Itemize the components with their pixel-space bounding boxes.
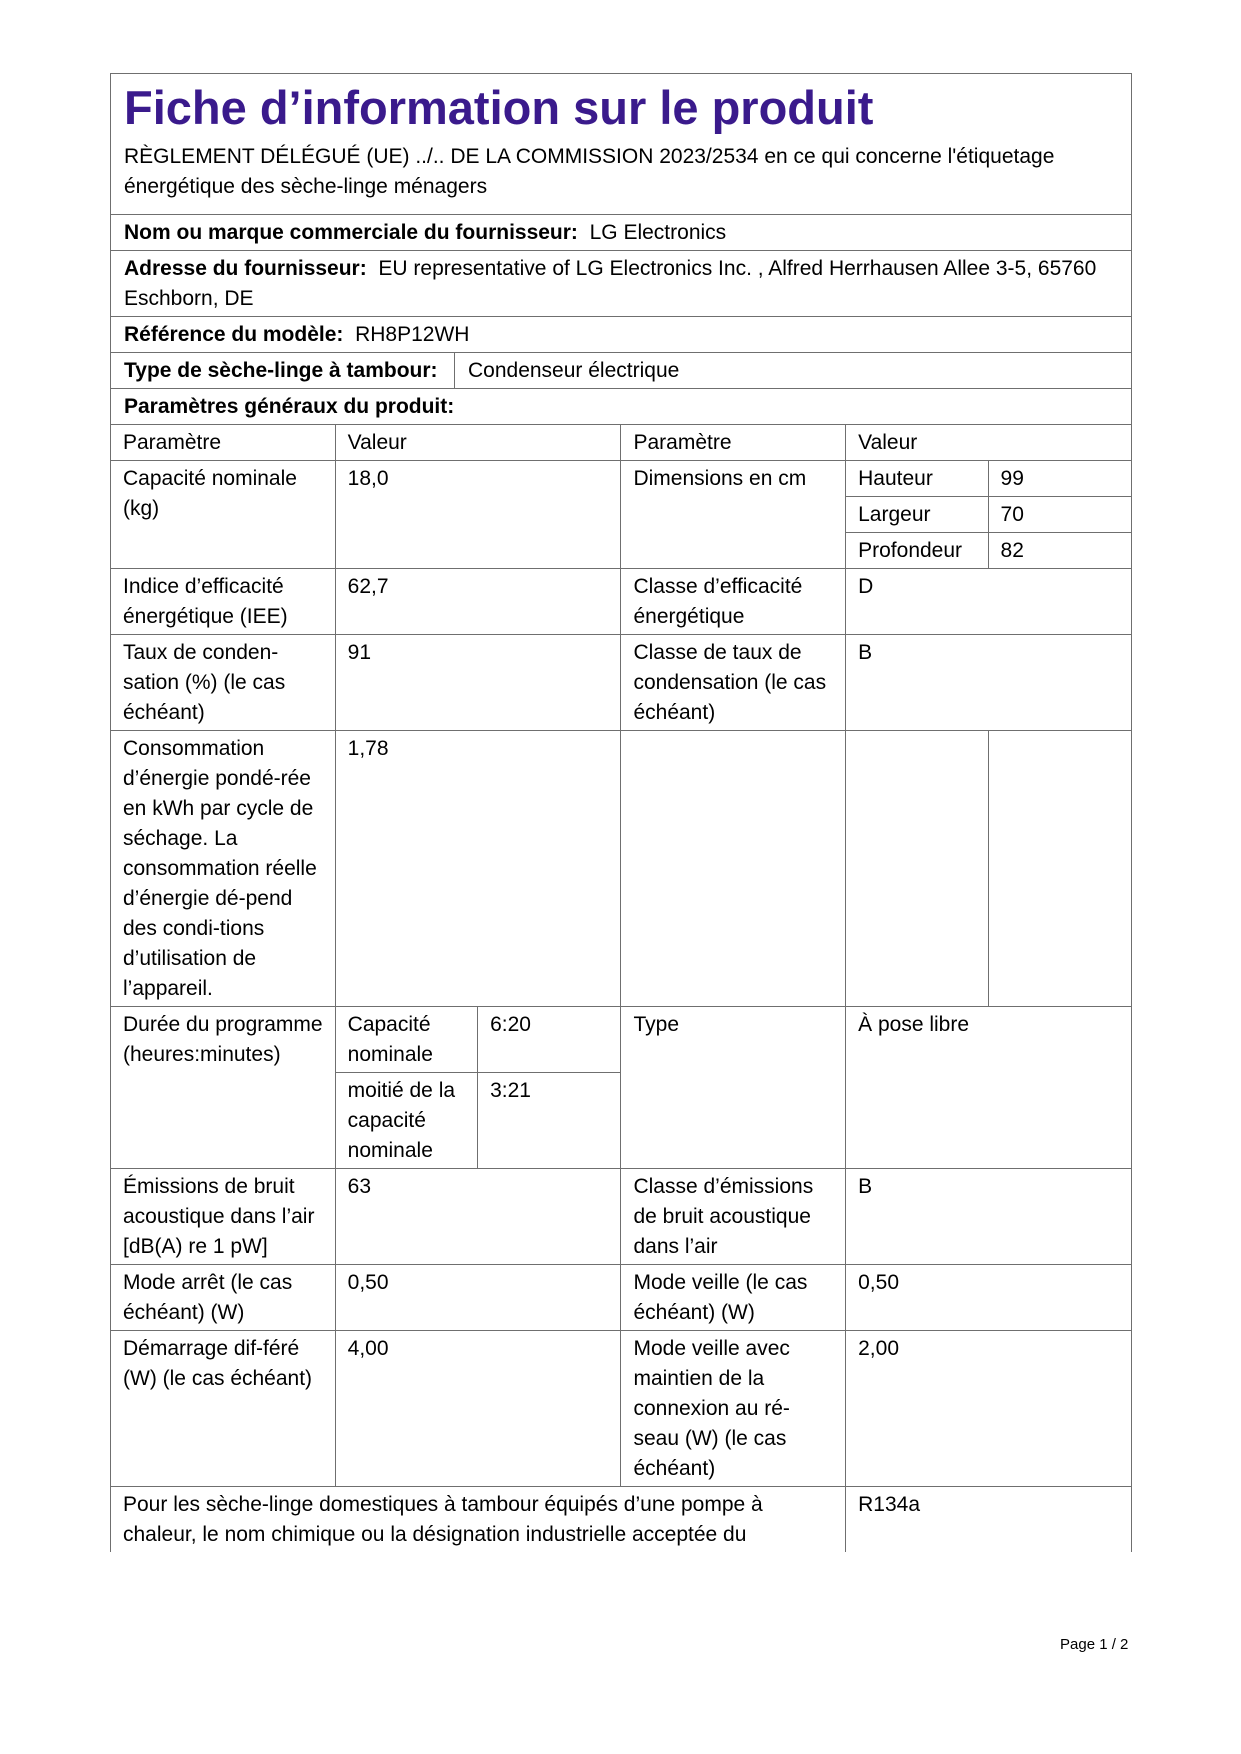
supplier-name-value: LG Electronics [589,221,727,244]
table-row [111,461,1132,497]
depth-label: Profondeur [846,533,988,569]
energy-class-value: D [846,569,1132,635]
supplier-address-value: EU representative of LG Electronics Inc. , Alfred Herrhausen Allee 3-5, 65760 Eschborn, DE [124,257,1097,310]
supplier-address-label: Adresse du fournisseur: [124,257,367,280]
supplier-address-row [111,251,1131,317]
iee-value: 62,7 [335,569,621,635]
duration-half-label: moitié de la capacité nominale [335,1073,477,1169]
noise-label: Émissions de bruit acoustique dans l’air [dB(A) re 1 pW] [111,1169,336,1265]
delay-start-label: Démarrage dif-féré (W) (le cas échéant) [111,1331,336,1487]
regulation-text: RÈGLEMENT DÉLÉGUÉ (UE) ../.. DE LA COMMISSION 2023/2534 en ce qui concerne l'étiquetage énergétique des sèche-linge ménagers [124,145,1055,198]
empty-cell [846,731,988,1007]
type-value: À pose libre [846,1007,1132,1169]
parameters-table [110,425,1132,1552]
width-value: 70 [988,497,1131,533]
condensation-label: Taux de conden-sation (%) (le cas échéant) [111,635,336,731]
networked-standby-value: 2,00 [846,1331,1132,1487]
duration-label: Durée du programme (heures:minutes) [111,1007,336,1169]
consumption-label: Consommation d’énergie pondé-rée en kWh par cycle de séchage. La consommation réelle d’énergie dé-pend des condi-tions d’utilisation de l’appareil. [111,731,336,1007]
refrigerant-label: Pour les sèche-linge domestiques à tambour équipés d’une pompe à chaleur, le nom chimique ou la désignation industrielle acceptée du [111,1487,846,1553]
table-row [111,1007,1132,1073]
dimensions-label: Dimensions en cm [621,461,846,569]
off-mode-label: Mode arrêt (le cas échéant) (W) [111,1265,336,1331]
table-row [111,1331,1132,1487]
condensation-class-value: B [846,635,1132,731]
capacity-label: Capacité nominale (kg) [111,461,336,569]
table-header-row [111,425,1132,461]
noise-class-label: Classe d’émissions de bruit acoustique dans l’air [621,1169,846,1265]
table-row [111,1169,1132,1265]
empty-cell [621,731,846,1007]
dryer-type-row [111,353,1131,389]
sheet-frame [110,73,1132,1552]
column-header-param-2: Paramètre [621,425,846,461]
height-label: Hauteur [846,461,988,497]
empty-cell [988,731,1131,1007]
condensation-value: 91 [335,635,621,731]
product-information-sheet [110,73,1132,1552]
standby-value: 0,50 [846,1265,1132,1331]
model-reference-row [111,317,1131,353]
table-row [111,1487,1132,1553]
page-title: Fiche d’information sur le produit [124,81,874,134]
type-label: Type [621,1007,846,1169]
table-row [111,1265,1132,1331]
off-mode-value: 0,50 [335,1265,621,1331]
width-label: Largeur [846,497,988,533]
depth-value: 82 [988,533,1131,569]
model-reference-value: RH8P12WH [355,323,470,346]
column-header-param: Paramètre [111,425,336,461]
table-row [111,569,1132,635]
dryer-type-label: Type de sèche-linge à tambour: [111,353,455,388]
networked-standby-label: Mode veille avec maintien de la connexion au ré-seau (W) (le cas échéant) [621,1331,846,1487]
supplier-name-label: Nom ou marque commerciale du fournisseur: [124,221,578,244]
model-reference-label: Référence du modèle: [124,323,344,346]
dryer-type-value: Condenseur électrique [468,359,680,382]
column-header-value: Valeur [335,425,621,461]
general-parameters-title: Paramètres généraux du produit: [124,395,455,418]
supplier-name-row [111,215,1131,251]
height-value: 99 [988,461,1131,497]
standby-label: Mode veille (le cas échéant) (W) [621,1265,846,1331]
general-parameters-heading [111,389,1131,425]
title-block [111,74,1131,215]
consumption-value: 1,78 [335,731,621,1007]
noise-value: 63 [335,1169,621,1265]
table-row [111,635,1132,731]
duration-full-label: Capacité nominale [335,1007,477,1073]
condensation-class-label: Classe de taux de condensation (le cas échéant) [621,635,846,731]
column-header-value-2: Valeur [846,425,1132,461]
energy-class-label: Classe d’efficacité énergétique [621,569,846,635]
duration-half-value: 3:21 [478,1073,621,1169]
refrigerant-value: R134a [846,1487,1132,1553]
noise-class-value: B [846,1169,1132,1265]
iee-label: Indice d’efficacité énergétique (IEE) [111,569,336,635]
capacity-value: 18,0 [335,461,621,569]
page-number: Page 1 / 2 [1060,1636,1129,1653]
table-row [111,731,1132,1007]
duration-full-value: 6:20 [478,1007,621,1073]
delay-start-value: 4,00 [335,1331,621,1487]
